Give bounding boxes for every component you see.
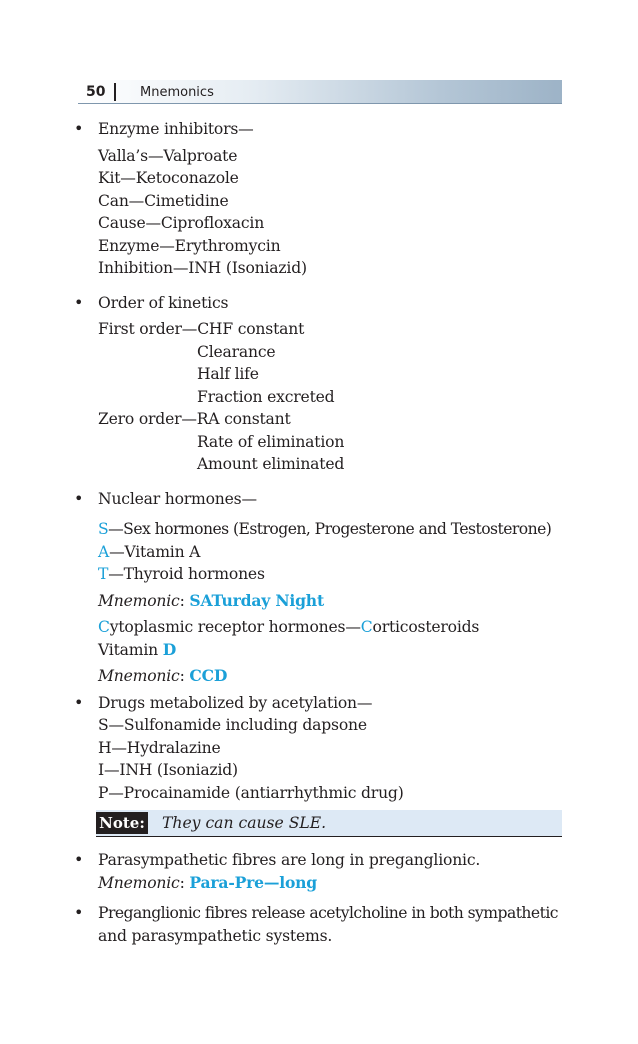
zero-order-line [98, 408, 564, 431]
bullet-icon: • [74, 488, 84, 508]
vitamin-d-line [98, 639, 564, 662]
kinetics-item: Amount eliminated [197, 455, 345, 473]
list-item-order-of-kinetics [74, 292, 564, 476]
list-item-parasympathetic [74, 849, 564, 894]
mnemonic-line: Enzyme—Erythromycin [98, 236, 281, 255]
mnemonic-label: Mnemonic [98, 873, 180, 892]
mnemonic-text: Vitamin [98, 640, 163, 659]
page-number: 50 [86, 84, 106, 100]
list-item-enzyme-inhibitors [74, 118, 564, 280]
mnemonic-value: CCD [189, 666, 228, 685]
mnemonic-value: Para-Pre—long [189, 872, 318, 892]
item-heading: Nuclear hormones— [98, 489, 257, 508]
list-item-preganglionic [74, 902, 564, 947]
mnemonic-line: Cause—Ciprofloxacin [98, 214, 265, 232]
item-heading: Order of kinetics [98, 293, 229, 312]
kinetics-item: Half life [197, 365, 259, 383]
bullet-icon: • [74, 850, 84, 869]
cytoplasmic-line [98, 616, 564, 639]
mnemonic-letter: C [98, 618, 110, 636]
mnemonic-text: —Vitamin A [109, 542, 201, 561]
item-heading: Drugs metabolized by acetylation— [98, 693, 373, 712]
bullet-icon: • [74, 692, 84, 712]
mnemonic-line: Kit—Ketoconazole [98, 169, 239, 187]
item-heading: Enzyme inhibitors— [98, 120, 254, 138]
mnemonic-text: orticosteroids [372, 618, 480, 636]
list-item-acetylation [74, 692, 564, 805]
kinetics-item: CHF constant [197, 320, 305, 338]
note-box [96, 810, 562, 837]
main-content [74, 118, 564, 947]
mnemonic-letter: S [98, 520, 109, 538]
note-text: They can cause SLE. [162, 814, 327, 832]
mnemonic-summary: Mnemonic: Para-Pre—long [98, 872, 318, 892]
mnemonic-letter: A [98, 542, 110, 561]
kinetics-item: Rate of elimination [197, 432, 345, 451]
mnemonic-line: P—Procainamide (antiarrhythmic drug) [98, 783, 404, 802]
mnemonic-line [98, 541, 564, 564]
mnemonic-text: ytoplasmic receptor hormones— [109, 618, 361, 636]
item-text: Preganglionic fibres release acetylcholine in both sympathetic [98, 904, 558, 922]
bullet-icon: • [74, 119, 84, 138]
note-label-text: Note: [99, 814, 145, 832]
mnemonic-text: —Sex hormones (Estrogen, Progesterone and Testosterone) [108, 520, 552, 538]
mnemonic-line [98, 518, 564, 541]
zero-order-label: Zero order— [98, 410, 197, 428]
item-text: Parasympathetic fibres are long in preganglionic. [98, 851, 481, 869]
kinetics-item: Clearance [197, 342, 276, 361]
mnemonic-summary: Mnemonic: CCD [98, 666, 228, 685]
mnemonic-letter: T [98, 565, 109, 583]
kinetics-item: Fraction excreted [197, 387, 335, 406]
mnemonic-letter: C [360, 618, 373, 636]
first-order-label: First order— [98, 320, 198, 338]
mnemonic-label: Mnemonic [98, 591, 180, 610]
item-text: and parasympathetic systems. [98, 926, 333, 945]
chapter-title: Mnemonics [140, 85, 214, 100]
mnemonic-line: Valla’s—Valproate [98, 146, 238, 165]
mnemonic-summary: Mnemonic: SATurday Night [98, 590, 324, 610]
header-rule [78, 103, 562, 104]
mnemonic-line: I—INH (Isoniazid) [98, 761, 238, 779]
mnemonic-text: —Thyroid hormones [108, 565, 265, 583]
first-order-line [98, 318, 564, 341]
mnemonic-line: S—Sulfonamide including dapsone [98, 716, 367, 734]
list-item-nuclear-hormones [74, 488, 564, 688]
mnemonic-line: H—Hydralazine [98, 738, 221, 757]
mnemonic-line: Inhibition—INH (Isoniazid) [98, 259, 307, 277]
mnemonic-label: Mnemonic [98, 667, 180, 685]
mnemonic-letter: D [162, 639, 177, 659]
bullet-icon: • [74, 292, 84, 312]
mnemonic-line [98, 563, 564, 586]
kinetics-item: RA constant [196, 410, 291, 428]
bullet-icon: • [74, 903, 84, 922]
note-label [96, 812, 148, 834]
header-separator [114, 83, 116, 101]
running-header [78, 80, 562, 104]
mnemonic-value: SATurday Night [189, 590, 324, 610]
mnemonic-line: Can—Cimetidine [98, 191, 229, 210]
